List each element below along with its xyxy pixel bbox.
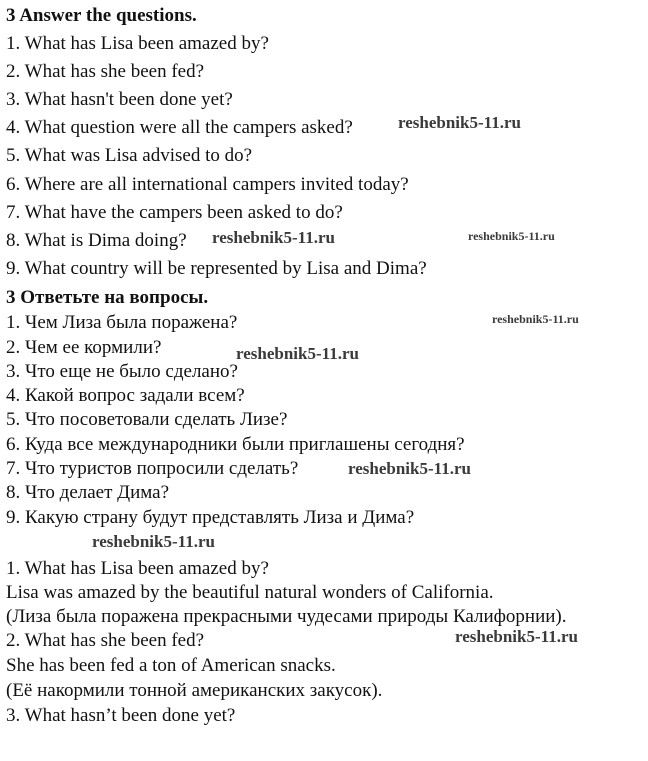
watermark: reshebnik5-11.ru — [455, 627, 578, 646]
watermark: reshebnik5-11.ru — [92, 532, 215, 551]
answer-line-5: She has been fed a ton of American snacks. — [6, 655, 336, 676]
question-ru-1: 1. Чем Лиза была поражена? — [6, 312, 238, 333]
question-ru-3: 3. Что еще не было сделано? — [6, 361, 238, 382]
question-ru-6: 6. Куда все международники были приглашены сегодня? — [6, 434, 465, 455]
answer-line-2: Lisa was amazed by the beautiful natural wonders of California. — [6, 582, 494, 603]
question-ru-8: 8. Что делает Дима? — [6, 482, 170, 503]
question-ru-5: 5. Что посоветовали сделать Лизе? — [6, 409, 288, 430]
answer-line-1: 1. What has Lisa been amazed by? — [6, 558, 269, 579]
question-en-1: 1. What has Lisa been amazed by? — [6, 33, 269, 54]
watermark: reshebnik5-11.ru — [398, 113, 521, 132]
answer-line-6: (Её накормили тонной американских закусок). — [6, 680, 383, 701]
watermark: reshebnik5-11.ru — [236, 344, 359, 363]
section-heading-ru: 3 Ответьте на вопросы. — [6, 287, 209, 308]
question-en-6: 6. Where are all international campers invited today? — [6, 174, 409, 195]
question-ru-7: 7. Что туристов попросили сделать? — [6, 458, 299, 479]
question-ru-4: 4. Какой вопрос задали всем? — [6, 385, 245, 406]
question-en-9: 9. What country will be represented by Lisa and Dima? — [6, 258, 427, 279]
answer-line-3: (Лиза была поражена прекрасными чудесами природы Калифорнии). — [6, 606, 567, 627]
watermark: reshebnik5-11.ru — [492, 312, 579, 326]
question-en-4: 4. What question were all the campers asked? — [6, 117, 353, 138]
watermark: reshebnik5-11.ru — [212, 228, 335, 247]
question-ru-9: 9. Какую страну будут представлять Лиза и Дима? — [6, 507, 415, 528]
question-en-3: 3. What hasn't been done yet? — [6, 89, 233, 110]
question-en-2: 2. What has she been fed? — [6, 61, 205, 82]
question-ru-2: 2. Чем ее кормили? — [6, 337, 162, 358]
answer-line-4: 2. What has she been fed? — [6, 630, 205, 651]
answer-line-7: 3. What hasn’t been done yet? — [6, 705, 236, 726]
section-heading-en: 3 Answer the questions. — [6, 5, 197, 26]
question-en-5: 5. What was Lisa advised to do? — [6, 145, 253, 166]
watermark: reshebnik5-11.ru — [468, 229, 555, 243]
question-en-8: 8. What is Dima doing? — [6, 230, 187, 251]
watermark: reshebnik5-11.ru — [348, 459, 471, 478]
question-en-7: 7. What have the campers been asked to do? — [6, 202, 343, 223]
